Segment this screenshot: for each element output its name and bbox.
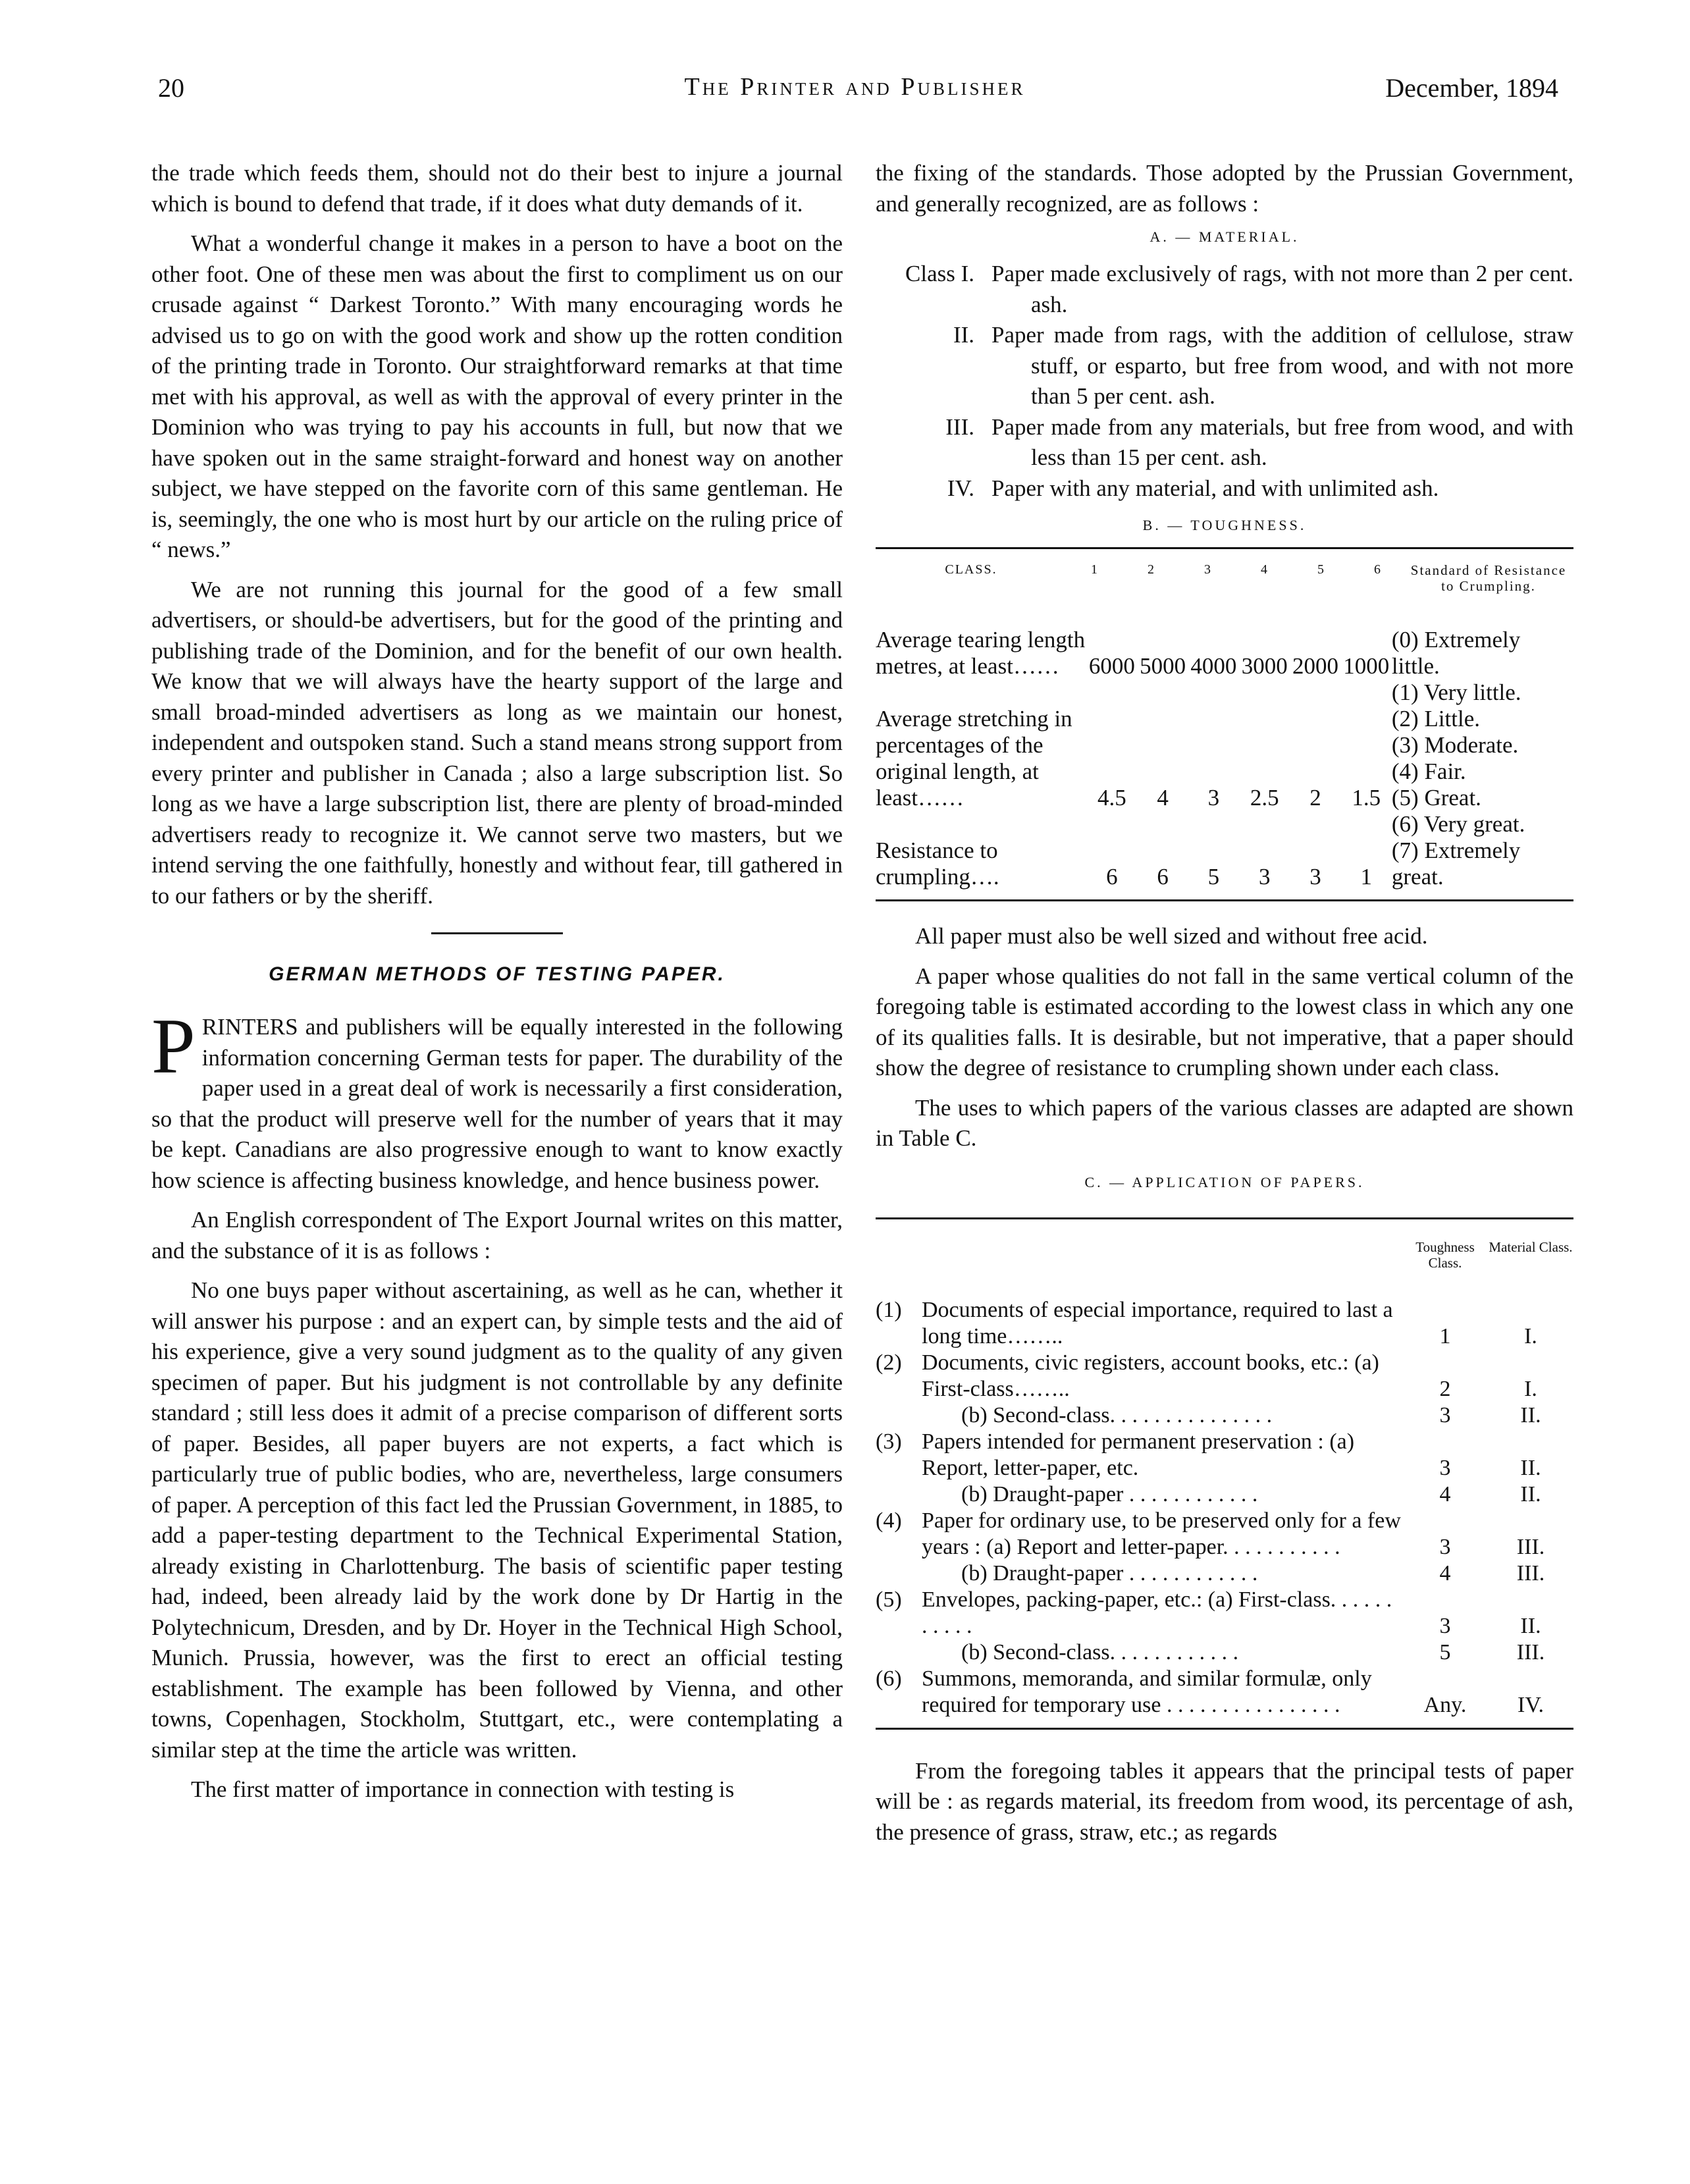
paragraph [151,1002,843,1196]
toughness-header-standard: Standard of Resistance to Crumpling. [1410,562,1567,594]
toughness-header-col: 6 [1374,562,1382,577]
table-row [876,679,1573,811]
row-index: (1) [876,1297,902,1322]
table-cell: 2 [1309,785,1321,811]
row-index: (6) [876,1666,902,1691]
row-label: Documents, civic registers, account books, etc.: (a) First-class…….. [922,1350,1379,1401]
material-cell: I. [1524,1323,1537,1348]
left-column [151,158,843,1815]
toughness-cell: 5 [1439,1639,1451,1665]
toughness-header-col: 5 [1317,562,1325,577]
material-text: Paper made exclusively of rags, with not more than 2 per cent. ash. [991,261,1573,317]
table-cell: 4 [1157,785,1169,811]
applications-header-toughness: Toughness Class. [1415,1238,1475,1271]
table-row [876,1429,1573,1481]
article-title: GERMAN METHODS OF TESTING PAPER. [269,963,726,985]
crumpling-scale-list [1392,811,1573,890]
material-list [876,259,1573,504]
table-cell: 3 [1258,864,1271,890]
paragraph: All paper must also be well sized and without free acid. [915,923,1428,949]
applications-header [876,1239,1573,1271]
toughness-cell: 3 [1439,1534,1451,1559]
row-label: (b) Draught-paper . . . . . . . . . . . . [961,1560,1258,1585]
material-heading: A. — MATERIAL. [1149,228,1300,245]
row-label: (b) Draught-paper . . . . . . . . . . . . [961,1481,1258,1506]
table-cell: 1 [1360,864,1372,890]
table-cell: 6 [1106,864,1118,890]
table-row [876,811,1573,890]
issue-date: December, 1894 [1385,73,1558,103]
row-label: (b) Second-class. . . . . . . . . . . . [961,1639,1239,1665]
table-row [876,1587,1573,1639]
table-row [876,1666,1573,1718]
paragraph: the fixing of the standards. Those adopted by the Prussian Government, and generally recognized, are as follows : [876,160,1573,217]
toughness-header-col: 4 [1261,562,1269,577]
table-cell: 4000 [1190,653,1237,679]
toughness-cell: 1 [1439,1323,1451,1348]
paragraph: What a wonderful change it makes in a person to have a boot on the other foot. One of these men was about the first to compliment us on our crusade against “ Darkest Toronto.” With many encouraging words he advised us to go on with the good work and show up the rotten condition of the printing trade in Toronto. Our straightforward remarks at that time met with his approval, as well as with the approval of every printer in the Dominion who was trying to pay his accounts in full, but now that we have spoken out in the same straight-forward and honest way on another subject, we have stepped on the favorite corn of this same gentleman. He is, seemingly, the one who is most hurt by our article on the ruling price of “ news.” [151,230,843,562]
material-cell: II. [1520,1481,1541,1506]
row-label: Paper for ordinary use, to be preserved only for a few years : (a) Report and letter-paper. . . . . . . . . . . [922,1508,1401,1559]
material-text: Paper with any material, and with unlimited ash. [991,475,1439,501]
paragraph: A paper whose qualities do not fall in the same vertical column of the foregoing table is estimated according to the lowest class in which any one of its qualities falls. It is desirable, but not imperative, that a paper should show the degree of resistance to crumpling shown under each class. [876,963,1573,1080]
row-index [876,1639,922,1666]
toughness-cell: 3 [1439,1455,1451,1480]
row-label: Papers intended for permanent preservation : (a) Report, letter-paper, etc. [922,1429,1355,1480]
toughness-heading: B. — TOUGHNESS. [1142,517,1307,533]
table-cell: 6 [1157,864,1169,890]
table-cell: 3000 [1241,653,1288,679]
row-index [876,1402,922,1429]
row-label: Average tearing length metres, at least…… [876,627,1086,679]
paragraph: the trade which feeds them, should not do their best to injure a journal which is bound to defend that trade, if it does what duty demands of it. [151,160,843,217]
material-cell: III. [1516,1560,1545,1585]
table-cell: 4.5 [1097,785,1126,811]
material-item [876,473,1573,504]
table-row [876,1639,1573,1666]
material-class: Class I. [905,261,974,286]
applications-header-material: Material Class. [1489,1238,1573,1255]
material-cell: II. [1520,1402,1541,1427]
drop-cap: P [151,1002,196,1090]
section-divider [431,932,563,934]
page-header [151,72,1558,112]
table-cell: 5000 [1140,653,1186,679]
material-cell: II. [1520,1613,1541,1638]
crumpling-scale-item: (0) Extremely little. [1391,627,1521,679]
material-cell: III. [1516,1534,1545,1559]
material-class: IV. [947,475,974,501]
table-cell: 1.5 [1352,785,1381,811]
table-cell: 2.5 [1250,785,1279,811]
row-label: Envelopes, packing-paper, etc.: (a) First-class. . . . . . . . . . . [922,1587,1392,1638]
material-class: III. [945,413,974,440]
toughness-header-col: 1 [1091,562,1099,577]
material-text: Paper made from rags, with the addition of cellulose, straw stuff, or esparto, but free from wood, and with not more than 5 per cent. ash. [991,322,1573,409]
table-rule [876,1217,1573,1219]
crumpling-scale-item: (5) Great. [1391,785,1481,811]
paragraph: The uses to which papers of the various classes are adapted are shown in Table C. [876,1094,1573,1151]
row-label: Resistance to crumpling…. [876,838,999,890]
paragraph: An English correspondent of The Export Journal writes on this matter, and the substance of it is as follows : [151,1207,843,1264]
applications-table [876,1297,1573,1718]
page-number: 20 [158,73,184,103]
crumpling-scale-item: (6) Very great. [1391,811,1525,837]
table-rule [876,1728,1573,1730]
row-index [876,1481,922,1508]
table-cell: 1000 [1343,653,1390,679]
row-index: (4) [876,1508,902,1533]
material-class: II. [953,322,974,348]
table-rule [876,899,1573,901]
toughness-cell: 3 [1439,1402,1451,1427]
row-label: Documents of especial importance, required to last a long time…….. [922,1297,1393,1348]
applications-heading: C. — APPLICATION OF PAPERS. [1084,1173,1365,1190]
toughness-header-class: CLASS. [945,562,997,577]
toughness-table [876,627,1573,890]
material-text: Paper made from any materials, but free from wood, and with less than 15 per cent. ash. [991,413,1573,470]
table-row [876,1297,1573,1350]
toughness-cell: Any. [1423,1692,1467,1717]
crumpling-scale-item: (2) Little. [1391,706,1481,732]
paragraph: No one buys paper without ascertaining, as well as he can, whether it will answer his purpose : and an expert can, by simple tests and the aid of his experience, give a very sound judgment as to the quality of any given specimen of paper. But his judgment is not controllable by any definite standard ; still less does it admit of a precise comparison of different sorts of paper. Besides, all paper buyers are not experts, a fact which is particularly true of public bodies, who are, nevertheless, large consumers of paper. A perception of this fact led the Prussian Government, in 1885, to add a paper-testing department to the Technical Experimental Station, already existing in Charlottenburg. The basis of scientific paper testing had, indeed, been already laid by the work done by Dr Hartig in the Polytechnicum, Dresden, and by Dr. Hoyer in the Technical High School, Munich. Prussia, however, was the first to erect an official testing establishment. The example has been followed by Vienna, and other towns, Copenhagen, Stockholm, Stuttgart, etc., were contemplating a similar step at the time the article was written. [151,1277,843,1763]
paragraph-text: RINTERS and publishers will be equally interested in the following information concerning German tests for paper. The durability of the paper used in a great deal of work is necessarily a first consideration, so that the product will preserve well for the number of years that it may be kept. Canadians are also progressive enough to want to know exactly how science is affecting business knowledge, and hence business power. [151,1014,843,1193]
material-item [876,320,1573,412]
crumpling-scale-item: (1) Very little. [1391,679,1521,705]
material-cell: III. [1516,1639,1545,1665]
table-row [876,627,1573,679]
row-index: (3) [876,1429,902,1454]
table-cell: 5 [1207,864,1220,890]
table-row [876,1560,1573,1587]
paragraph: From the foregoing tables it appears that the principal tests of paper will be : as regards material, its freedom from wood, its percentage of ash, the presence of grass, straw, etc.; as regards [876,1757,1573,1845]
paragraph: The first matter of importance in connection with testing is [191,1776,735,1802]
toughness-header [876,562,1573,594]
material-cell: I. [1524,1376,1537,1401]
crumpling-scale-item: (4) Fair. [1391,759,1466,784]
journal-title: The Printer and Publisher [684,73,1026,101]
table-cell: 3 [1309,864,1321,890]
table-cell: 6000 [1088,653,1135,679]
toughness-cell: 2 [1439,1376,1451,1401]
material-item [876,259,1573,320]
toughness-cell: 4 [1439,1560,1451,1585]
right-column [876,158,1573,1857]
toughness-header-col: 2 [1148,562,1155,577]
row-index: (5) [876,1587,902,1612]
row-index: (2) [876,1350,902,1375]
toughness-cell: 4 [1439,1481,1451,1506]
table-rule [876,547,1573,549]
table-row [876,1481,1573,1508]
row-label: Summons, memoranda, and similar formulæ, only required for temporary use . . . . . . . . . . . . . . . . [922,1666,1372,1717]
table-row [876,1350,1573,1402]
row-label: Average stretching in percentages of the original length, at least…… [876,706,1072,811]
row-index [876,1560,922,1587]
crumpling-scale-item: (3) Moderate. [1391,732,1519,758]
table-cell: 2000 [1292,653,1338,679]
toughness-cell: 3 [1439,1613,1451,1638]
table-row [876,1508,1573,1560]
paragraph: We are not running this journal for the good of a few small advertisers, or should-be advertisers, but for the good of the printing and publishing trade of the Dominion, and for the benefit of our own health. We know that we will always have the hearty support of the large and small broad-minded advertisers as long as we maintain our honest, independent and outspoken stand. Such a stand means strong support from every printer and publisher in Canada ; also a large subscription list. So long as we have a large subscription list, there are plenty of broad-minded advertisers ready to recognize it. We cannot serve two masters, but we intend serving the one faithfully, honestly and without fear, till gathered in to our fathers or by the sheriff. [151,576,843,909]
crumpling-scale-list [1392,679,1573,811]
material-cell: II. [1520,1455,1541,1480]
material-item [876,412,1573,473]
row-label: (b) Second-class. . . . . . . . . . . . . . . [961,1402,1273,1427]
table-row [876,1402,1573,1429]
table-cell: 3 [1207,785,1220,811]
material-cell: IV. [1518,1692,1544,1717]
crumpling-scale-item: (7) Extremely great. [1391,838,1521,890]
toughness-header-col: 3 [1204,562,1212,577]
